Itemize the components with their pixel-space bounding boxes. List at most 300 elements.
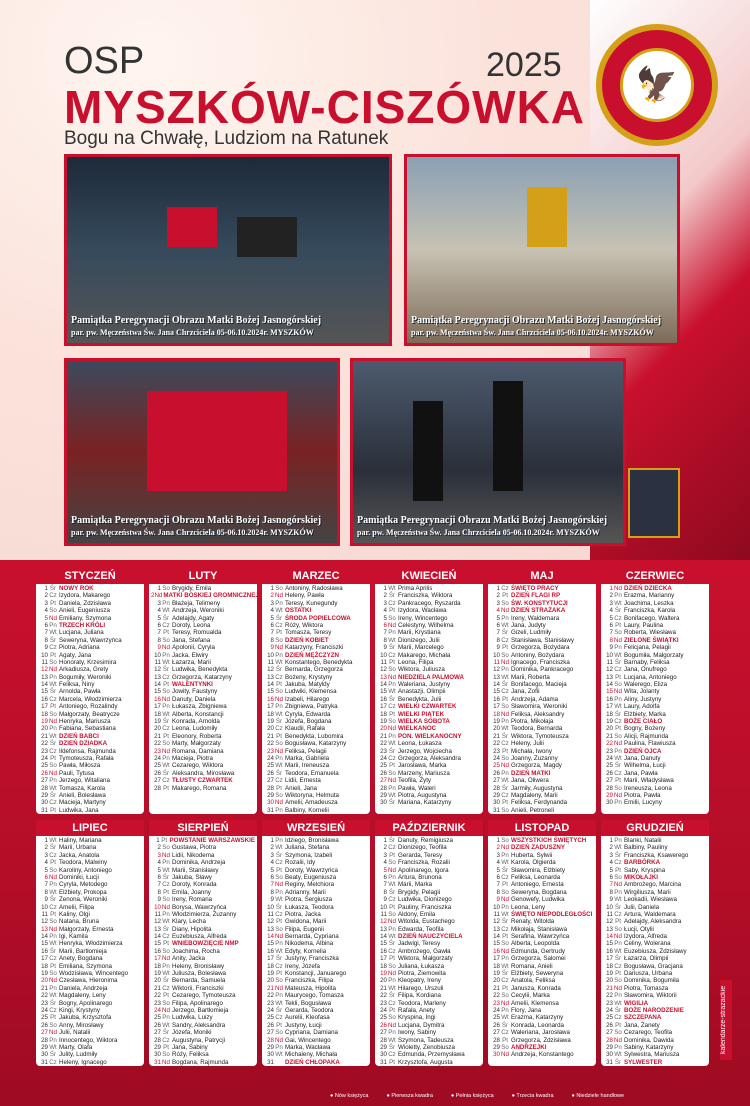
day-row <box>603 688 707 695</box>
weekday: Wt <box>388 688 396 696</box>
day-number: 1 <box>156 837 160 844</box>
name-day: BOŻE CIAŁO <box>624 718 663 726</box>
weekday: So <box>388 718 396 726</box>
day-row <box>38 911 142 918</box>
day-number: 8 <box>44 636 48 644</box>
name-day: Mateusza, Hipolita <box>285 984 336 992</box>
day-row <box>603 748 707 755</box>
weekday: Nd <box>388 866 396 874</box>
weekday: Nd <box>275 695 283 703</box>
weekday: Pt <box>389 903 395 911</box>
name-day: Euzebiusza, Alfreda <box>172 933 227 941</box>
day-number: 18 <box>41 710 48 718</box>
day-row <box>38 874 142 881</box>
day-number: 18 <box>154 710 161 718</box>
day-row <box>264 681 368 688</box>
day-row <box>377 926 481 933</box>
weekday: Cz <box>614 769 622 777</box>
day-number: 10 <box>41 903 48 911</box>
weekday: Pt <box>502 1036 508 1044</box>
weekday: Śr <box>49 791 57 799</box>
name-day: Balbiny, Kornelii <box>285 806 329 814</box>
day-number: 11 <box>41 658 48 666</box>
day-row <box>151 1000 255 1007</box>
weekday: Śr <box>162 873 170 881</box>
weekday: So <box>275 925 283 933</box>
day-number: 14 <box>380 933 387 941</box>
day-row <box>38 867 142 874</box>
day-row <box>603 615 707 622</box>
name-day: Romana, Damiana <box>172 747 224 755</box>
name-day: Andrzeja, Weroniki <box>172 607 224 615</box>
weekday: So <box>388 962 396 970</box>
day-number: 24 <box>154 754 161 762</box>
name-day: Józefa, Bogdana <box>285 718 332 726</box>
day-row <box>151 1007 255 1014</box>
day-number: 5 <box>270 866 274 874</box>
name-day: DZIEŃ NAUCZYCIELA <box>398 933 463 941</box>
day-row <box>490 963 594 970</box>
name-day: Julity, Ludmiły <box>59 1051 98 1059</box>
weekday: Pn <box>49 1036 57 1044</box>
weekday: Wt <box>275 844 283 852</box>
day-number: 15 <box>267 688 274 696</box>
name-day: Julii, Natalii <box>59 1029 91 1037</box>
name-day: Grzegorza, Salomei <box>511 955 566 963</box>
day-number: 26 <box>154 1021 161 1029</box>
weekday: So <box>49 710 57 718</box>
day-row <box>38 592 142 599</box>
day-row <box>603 1037 707 1044</box>
day-row <box>264 1007 368 1014</box>
weekday: Śr <box>275 903 283 911</box>
day-row <box>38 785 142 792</box>
name-day: Anieli, Eugeniusza <box>59 607 110 615</box>
name-day: Andrzeja, Adama <box>511 695 559 703</box>
weekday: Śr <box>49 947 57 955</box>
day-row <box>264 740 368 747</box>
day-row <box>264 725 368 732</box>
weekday: So <box>275 977 283 985</box>
day-number: 28 <box>41 1036 48 1044</box>
day-row <box>38 844 142 851</box>
day-number: 1 <box>270 585 274 592</box>
name-day: Michaleny, Michała <box>285 1051 338 1059</box>
day-row <box>151 592 259 600</box>
day-row <box>490 1007 594 1014</box>
day-number: 27 <box>606 1029 613 1037</box>
name-day: Anny, Mirosławy <box>59 1021 104 1029</box>
day-number: 4 <box>270 607 274 615</box>
weekday: Pt <box>615 777 621 785</box>
day-number: 29 <box>380 1043 387 1051</box>
day-number: 27 <box>493 1029 500 1037</box>
weekday: Cz <box>49 799 57 807</box>
name-day: Benedykta, Lubomira <box>285 732 344 740</box>
day-row <box>377 837 481 844</box>
day-row <box>264 1037 368 1044</box>
day-row <box>38 644 142 651</box>
day-number: 12 <box>606 918 613 926</box>
name-day: Aldony, Emila <box>398 910 436 918</box>
weekday: Nd <box>614 585 622 592</box>
weekday: Wt <box>49 1043 57 1051</box>
day-number: 7 <box>157 629 161 637</box>
day-number: 1 <box>496 585 500 592</box>
day-row <box>377 1007 481 1014</box>
name-day: Filipa, Kordiana <box>398 992 441 1000</box>
day-number: 25 <box>380 762 387 770</box>
day-row <box>151 748 255 755</box>
day-row <box>264 792 368 799</box>
name-day: Szymona, Tadeusza <box>398 1036 454 1044</box>
name-day: Agaty, Jana <box>59 651 92 659</box>
day-number: 2 <box>383 592 387 600</box>
weekday: Wt <box>49 784 57 792</box>
weekday: So <box>614 873 622 881</box>
day-row <box>490 874 594 881</box>
day-number: 17 <box>41 955 48 963</box>
day-list <box>375 836 483 1067</box>
day-number: 10 <box>493 651 500 659</box>
day-number: 4 <box>157 607 161 615</box>
weekday: So <box>501 888 509 896</box>
day-row <box>377 1014 481 1021</box>
day-row <box>377 711 481 718</box>
day-row <box>377 904 481 911</box>
day-number: 1 <box>157 585 161 592</box>
name-day: Artura, Brunona <box>398 873 442 881</box>
day-number: 25 <box>380 1014 387 1022</box>
name-day: Wiktorii, Franciszki <box>172 984 224 992</box>
weekday: Pt <box>276 629 282 637</box>
weekday: Pn <box>501 851 509 859</box>
day-number: 15 <box>154 940 161 948</box>
day-number: 21 <box>493 732 500 740</box>
day-row <box>264 985 368 992</box>
weekday: Nd <box>49 1029 57 1037</box>
day-number: 8 <box>609 888 613 896</box>
day-row <box>490 607 594 614</box>
day-row <box>264 992 368 999</box>
weekday: Pt <box>163 784 169 792</box>
day-row <box>603 762 707 769</box>
weekday: So <box>49 866 57 874</box>
day-number: 3 <box>383 851 387 859</box>
name-day: Jakuba, Matyldy <box>285 681 330 689</box>
day-row <box>377 799 481 806</box>
weekday: Pn <box>275 837 283 844</box>
name-day: Kaliny, Olgi <box>59 910 90 918</box>
day-row <box>490 904 594 911</box>
weekday: Pt <box>502 881 508 889</box>
day-row <box>490 926 594 933</box>
day-number: 13 <box>41 925 48 933</box>
name-day: Konstancji, Januarego <box>285 970 347 978</box>
weekday: Cz <box>49 851 57 859</box>
day-number: 27 <box>41 1029 48 1037</box>
day-row <box>38 666 142 673</box>
day-number: 6 <box>157 873 161 881</box>
name-day: Piotra, Augustyna <box>398 791 447 799</box>
weekday: Śr <box>388 1043 396 1051</box>
day-number: 28 <box>493 784 500 792</box>
day-row <box>151 666 255 673</box>
name-day: Waleriana, Justyny <box>398 681 451 689</box>
name-day: Hilarego, Urszuli <box>398 984 444 992</box>
weekday: Śr <box>501 732 509 740</box>
day-number: 21 <box>380 732 387 740</box>
day-row <box>264 1044 368 1051</box>
day-list <box>36 584 144 815</box>
day-row <box>603 844 707 851</box>
day-number: 10 <box>267 903 274 911</box>
day-list <box>488 836 596 1060</box>
day-number: 15 <box>267 940 274 948</box>
weekday: Śr <box>49 1051 57 1059</box>
day-number: 21 <box>41 732 48 740</box>
day-number: 19 <box>267 970 274 978</box>
weekday: Śr <box>501 784 509 792</box>
weekday: Nd <box>614 933 622 941</box>
day-row <box>603 911 707 918</box>
weekday: Śr <box>275 614 283 622</box>
weekday: Pt <box>389 955 395 963</box>
day-number: 4 <box>609 859 613 867</box>
weekday: Pt <box>50 703 56 711</box>
day-row <box>377 681 481 688</box>
day-number: 7 <box>270 629 274 637</box>
weekday: Śr <box>162 718 170 726</box>
day-row <box>490 762 594 769</box>
legend-item: ● Niedziele handlowe <box>571 1093 625 1099</box>
weekday: Pn <box>49 777 57 785</box>
weekday: Nd <box>501 658 509 666</box>
weekday: Wt <box>162 866 170 874</box>
day-number: 14 <box>41 933 48 941</box>
day-row <box>264 600 368 607</box>
month-wrzesień <box>262 820 370 1066</box>
day-number: 12 <box>41 918 48 926</box>
weekday: Śr <box>388 837 396 844</box>
day-number: 11 <box>606 910 613 918</box>
day-number: 30 <box>606 799 613 807</box>
day-row <box>151 703 255 710</box>
weekday: Nd <box>162 851 170 859</box>
day-number: 22 <box>41 740 48 748</box>
day-number: 11 <box>380 910 387 918</box>
name-day: Róży, Feliksa <box>172 1051 209 1059</box>
weekday: Cz <box>614 666 622 674</box>
day-row <box>151 955 255 962</box>
day-row <box>603 644 707 651</box>
weekday: Pt <box>163 888 169 896</box>
name-day: TŁUSTY CZWARTEK <box>172 777 233 785</box>
weekday: Cz <box>162 621 170 629</box>
weekday: Cz <box>49 955 57 963</box>
weekday: Pt <box>389 710 395 718</box>
day-number: 19 <box>41 718 48 726</box>
name-day: Sławomira, Wiktorii <box>624 992 677 1000</box>
day-row <box>151 733 255 740</box>
name-day: Honoraty, Krzesimira <box>59 658 117 666</box>
day-row <box>264 674 368 681</box>
day-number: 16 <box>154 947 161 955</box>
name-day: Bogdana, Rajmunda <box>172 1058 229 1066</box>
day-row <box>603 992 707 999</box>
weekday: Śr <box>275 718 283 726</box>
day-row <box>377 1029 481 1036</box>
day-row <box>603 785 707 792</box>
day-row <box>264 1014 368 1021</box>
weekday: Śr <box>162 1029 170 1037</box>
name-day: Antoniny, Radosława <box>285 585 343 592</box>
day-row <box>38 918 142 925</box>
weekday: Wt <box>388 791 396 799</box>
day-row <box>377 948 481 955</box>
weekday: Pn <box>614 644 622 652</box>
month-name: STYCZEŃ <box>36 568 144 584</box>
weekday: Nd <box>275 644 283 652</box>
legend <box>330 1093 624 1099</box>
day-number: 11 <box>41 910 48 918</box>
weekday: Cz <box>501 925 509 933</box>
month-name: MAJ <box>488 568 596 584</box>
weekday: Wt <box>614 703 622 711</box>
weekday: Pn <box>614 837 622 844</box>
name-day: Zenona, Weroniki <box>59 896 108 904</box>
weekday: Nd <box>275 592 283 600</box>
weekday: Nd <box>501 947 509 955</box>
day-number: 27 <box>493 777 500 785</box>
day-number: 16 <box>41 695 48 703</box>
weekday: Wt <box>162 762 170 770</box>
weekday: Pn <box>275 888 283 896</box>
name-day: Walerego, Eliza <box>624 681 668 689</box>
day-row <box>38 770 142 777</box>
weekday: Cz <box>49 1058 57 1066</box>
name-day: Benedykta, Julii <box>398 695 442 703</box>
weekday: Śr <box>388 644 396 652</box>
day-row <box>38 852 142 859</box>
weekday: So <box>614 681 622 689</box>
month-name: LIPIEC <box>36 820 144 836</box>
day-row <box>603 652 707 659</box>
day-row <box>264 733 368 740</box>
day-number: 23 <box>267 747 274 755</box>
day-row <box>603 940 707 947</box>
name-day: Teodora, Malwiny <box>59 859 108 867</box>
day-number: 13 <box>606 673 613 681</box>
name-day: Apolonii, Cyryla <box>172 644 215 652</box>
day-row <box>38 948 142 955</box>
day-number: 8 <box>496 636 500 644</box>
name-day: Teodora, Bernarda <box>511 725 563 733</box>
day-number: 7 <box>609 629 613 637</box>
day-number: 14 <box>493 933 500 941</box>
day-row <box>377 1059 481 1066</box>
day-row <box>490 852 594 859</box>
name-day: Feliksa, Ferdynanda <box>511 799 568 807</box>
month-październik <box>375 820 483 1066</box>
day-number: 12 <box>380 666 387 674</box>
day-row <box>151 777 255 784</box>
day-number: 5 <box>496 866 500 874</box>
name-day: Ignacego, Franciszka <box>511 658 570 666</box>
day-row <box>264 955 368 962</box>
weekday: Pt <box>50 859 56 867</box>
day-row <box>151 852 255 859</box>
day-number: 24 <box>267 1006 274 1014</box>
name-day: Adelajdy, Agaty <box>172 614 215 622</box>
day-number: 29 <box>380 791 387 799</box>
day-list <box>149 584 257 793</box>
day-row <box>490 755 594 762</box>
day-number: 3 <box>270 599 274 607</box>
weekday: Cz <box>501 1029 509 1037</box>
day-number: 3 <box>270 851 274 859</box>
weekday: Nd <box>388 1021 396 1029</box>
day-row <box>151 963 255 970</box>
day-number: 1 <box>383 837 387 844</box>
weekday: So <box>49 762 57 770</box>
day-row <box>151 874 255 881</box>
weekday: Pn <box>501 718 509 726</box>
weekday: So <box>388 769 396 777</box>
day-number: 6 <box>270 621 274 629</box>
weekday: Cz <box>501 873 509 881</box>
day-row <box>377 748 481 755</box>
name-day: Róży, Wiktora <box>285 621 324 629</box>
day-row <box>490 955 594 962</box>
day-row <box>38 904 142 911</box>
weekday: So <box>162 1051 170 1059</box>
day-row <box>377 977 481 984</box>
weekday: Cz <box>162 777 170 785</box>
name-day: Włodzimierza, Zuzanny <box>172 910 237 918</box>
name-day: Ambrożego, Gawła <box>398 947 451 955</box>
day-list <box>36 836 144 1067</box>
day-number: 27 <box>267 777 274 785</box>
day-number: 10 <box>267 651 274 659</box>
day-number: 7 <box>383 881 387 889</box>
day-row <box>377 696 481 703</box>
day-number: 31 <box>267 806 274 814</box>
weekday: Pt <box>389 607 395 615</box>
day-row <box>490 1051 594 1058</box>
day-row <box>377 762 481 769</box>
weekday: Wt <box>614 599 622 607</box>
weekday: Nd <box>275 1036 283 1044</box>
day-row <box>603 659 707 666</box>
weekday: So <box>501 940 509 948</box>
name-day: Wita, Jolanty <box>624 688 660 696</box>
day-row <box>377 629 481 636</box>
name-day: Grzegorza, Bożydara <box>511 644 570 652</box>
name-day: Piotra, Mikołaja <box>511 718 554 726</box>
day-number: 3 <box>496 851 500 859</box>
weekday: Pt <box>163 940 169 948</box>
weekday: Wt <box>49 888 57 896</box>
weekday: Wt <box>275 947 283 955</box>
day-row <box>38 703 142 710</box>
name-day: Justyny, Łucji <box>285 1021 322 1029</box>
name-day: Teodora, Emanuela <box>285 769 339 777</box>
name-day: Grzegorza, Zdzisława <box>511 1036 571 1044</box>
day-row <box>264 696 368 703</box>
name-day: Joachima, Leszka <box>624 599 674 607</box>
weekday: Pt <box>163 992 169 1000</box>
